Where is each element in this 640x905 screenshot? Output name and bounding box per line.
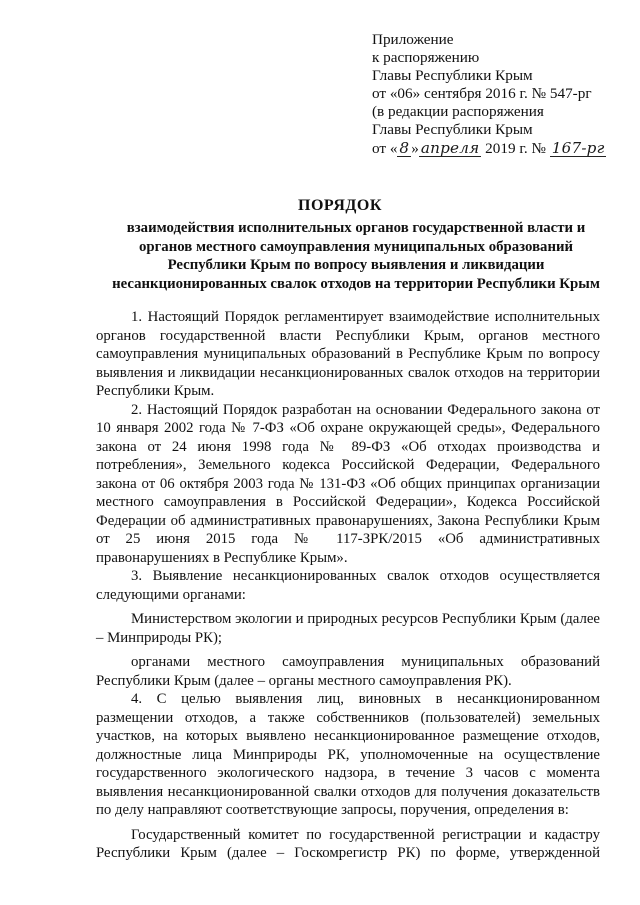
heading-line: Республики Крым по вопросу выявления и ликвидации (167, 257, 545, 273)
amendment-prefix: от « (372, 139, 398, 157)
handwritten-day: 8 (399, 138, 410, 157)
heading-line: несанкционированных свалок отходов на территории Республики Крым (112, 275, 600, 292)
amendment-date-line (372, 140, 632, 158)
appendix-line: Главы Республики Крым (372, 67, 533, 85)
appendix-line: (в редакции распоряжения (372, 103, 544, 121)
paragraph-4-item-1: Государственный комитет по государственной регистрации и кадастру Республики Крым (далее – Госкомрегистр РК) по форме, утвержденной (96, 826, 600, 861)
appendix-line: к распоряжению (372, 49, 480, 67)
appendix-line: от «06» сентября 2016 г. № 547-рг (372, 85, 592, 103)
handwritten-month: апреля (420, 138, 480, 157)
heading-line: взаимодействия исполнительных органов государственной власти и (126, 220, 586, 236)
document-heading (96, 219, 616, 293)
document-title: ПОРЯДОК (298, 197, 382, 214)
appendix-line: Приложение (372, 31, 454, 48)
handwritten-number: 167-рг (551, 138, 605, 157)
appendix-block (372, 31, 632, 158)
appendix-line: Главы Республики Крым (372, 121, 533, 139)
paragraph-3-item-2: органами местного самоуправления муниципальных образований Республики Крым (далее – органы местного самоуправления РК). (96, 654, 600, 689)
paragraph-1: 1. Настоящий Порядок регламентирует взаимодействие исполнительных органов государственной власти Республики Крым, органов местного самоуправления муниципальных образований в Республике Крым по вопросу выявления и ликвидации несанкционированных свалок отходов на территории Республики Крым. (96, 309, 600, 399)
paragraph-4: 4. С целью выявления лиц, виновных в несанкционированном размещении отходов, а также собственников (пользователей) земельных участков, на которых выявлено несанкционированное размещение отходов, должностные лица Минприроды РК, уполномоченные на осуществление государственного экологического надзора, в течение 3 часов с момента выявления несанкционированной свалки отходов для получения доказательств по делу направляют соответствующие запросы, поручения, определения в: (96, 691, 600, 818)
amendment-quote: » (411, 139, 419, 157)
heading-line: органов местного самоуправления муниципальных образований (138, 238, 574, 255)
document-body (96, 308, 600, 863)
amendment-year: 2019 г. № (481, 139, 550, 157)
paragraph-3-item-1: Министерством экологии и природных ресурсов Республики Крым (далее – Минприроды РК); (96, 611, 600, 646)
paragraph-3: 3. Выявление несанкционированных свалок отходов осуществляется следующими органами: (96, 568, 600, 603)
paragraph-2: 2. Настоящий Порядок разработан на основании Федерального закона от 10 января 2002 года № 7-ФЗ «Об охране окружающей среды», Федерального закона от 24 июня 1998 года № 89-ФЗ «Об отходах производства и потребления», Земельного кодекса Российской Федерации, Федерального закона от 06 октября 2003 года № 131-ФЗ «Об общих принципах организации местного самоуправления в Российской Федерации», Кодекса Российской Федерации об административных правонарушениях, Закона Республики Крым от 25 июня 2015 года № 117-ЗРК/2015 «Об административных правонарушениях в Республике Крым». (96, 401, 600, 566)
